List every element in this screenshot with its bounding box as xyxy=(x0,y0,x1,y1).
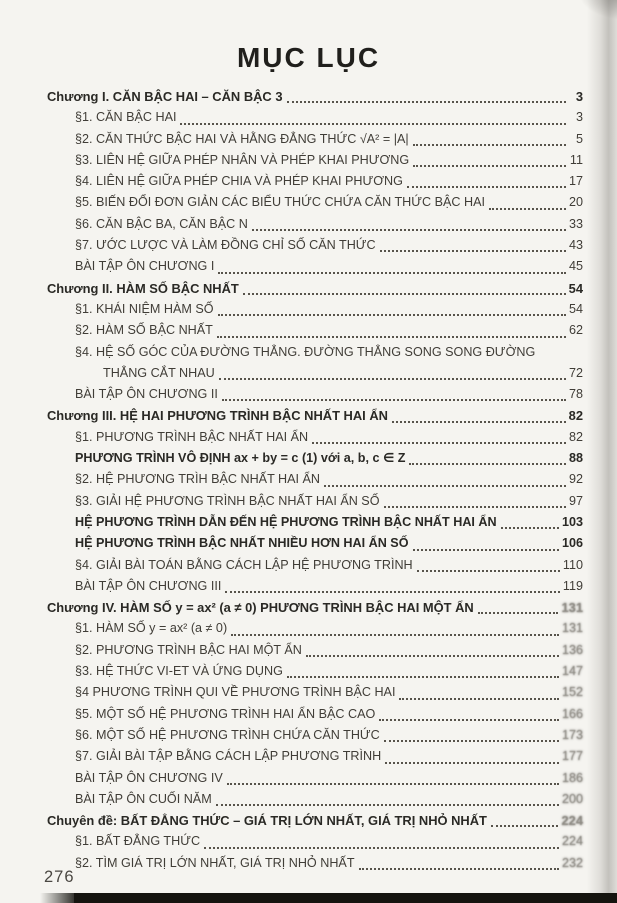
dotted-leader xyxy=(413,549,559,551)
entry-page-number: 88 xyxy=(568,451,583,466)
toc-entry xyxy=(47,150,583,171)
toc-entry xyxy=(47,661,583,682)
dotted-leader xyxy=(413,165,566,167)
entry-page-number: 20 xyxy=(568,195,583,210)
toc-entry xyxy=(47,704,583,725)
dotted-leader xyxy=(385,762,559,764)
dotted-leader xyxy=(380,250,566,252)
entry-label: §2. TÌM GIÁ TRỊ LỚN NHẤT, GIÁ TRỊ NHỎ NHẤT xyxy=(75,855,355,870)
dotted-leader xyxy=(225,591,560,593)
dotted-leader xyxy=(216,804,559,806)
toc-entry xyxy=(47,533,583,554)
entry-label: §1. PHƯƠNG TRÌNH BẬC NHẤT HAI ẨN xyxy=(75,429,309,444)
entry-label: §4. HỆ SỐ GÓC CỦA ĐƯỜNG THẲNG. ĐƯỜNG THẲNG SONG SONG ĐƯỜNG xyxy=(75,344,536,359)
entry-label: §6. MỘT SỐ HỆ PHƯƠNG TRÌNH CHỨA CĂN THỨC xyxy=(75,727,380,742)
dotted-leader xyxy=(379,719,559,721)
dotted-leader xyxy=(491,825,559,827)
entry-label: §5. BIẾN ĐỔI ĐƠN GIẢN CÁC BIỂU THỨC CHỨA CĂN THỨC BẬC HAI xyxy=(75,195,485,210)
entry-page-number: 78 xyxy=(568,387,583,402)
toc-entry xyxy=(47,768,583,789)
entry-page-number: 119 xyxy=(562,578,583,593)
toc-entry xyxy=(47,384,583,405)
entry-page-number: 3 xyxy=(575,89,583,104)
entry-page-number: 62 xyxy=(568,323,583,338)
scan-corner-smudge xyxy=(579,0,617,20)
entry-label: §3. HỆ THỨC VI-ET VÀ ỨNG DỤNG xyxy=(75,664,283,679)
toc-entry xyxy=(47,555,583,576)
entry-label: §2. CĂN THỨC BẬC HAI VÀ HẰNG ĐẲNG THỨC √A² = |A| xyxy=(75,131,409,146)
toc-chapter-entry xyxy=(47,278,583,299)
entry-page-number: 131 xyxy=(561,600,583,616)
dotted-leader xyxy=(392,421,566,423)
dotted-leader xyxy=(243,293,566,295)
entry-page-number: 106 xyxy=(561,536,583,551)
dotted-leader xyxy=(324,485,566,487)
dotted-leader xyxy=(218,272,566,274)
entry-page-number: 82 xyxy=(568,408,583,424)
entry-page-number: 43 xyxy=(568,238,583,253)
toc-entry xyxy=(47,618,583,639)
toc-entry xyxy=(47,107,583,128)
entry-label: §6. CĂN BẬC BA, CĂN BẬC N xyxy=(75,216,248,231)
dotted-leader xyxy=(501,527,559,529)
entry-label: §2. HỆ PHƯƠNG TRÌH BẬC NHẤT HAI ẨN xyxy=(75,472,321,487)
toc-chapter-entry xyxy=(47,597,583,618)
toc-entry xyxy=(47,853,583,874)
toc-entry xyxy=(47,512,583,533)
footer-page-number: 276 xyxy=(44,868,75,886)
dotted-leader xyxy=(478,612,559,614)
dotted-leader xyxy=(180,123,566,125)
dotted-leader xyxy=(218,314,566,316)
toc-entry xyxy=(47,448,583,469)
toc-entry xyxy=(47,214,583,235)
toc-entry xyxy=(47,256,583,277)
entry-page-number: 177 xyxy=(561,749,583,764)
entry-page-number: 54 xyxy=(568,301,583,316)
entry-label: PHƯƠNG TRÌNH VÔ ĐỊNH ax + by = c (1) với a, b, c ∈ Z xyxy=(75,451,406,466)
toc-entry xyxy=(47,576,583,597)
toc-entry xyxy=(47,725,583,746)
page-title: MỤC LỤC xyxy=(236,42,381,73)
entry-label: Chương II. HÀM SỐ BẬC NHẤT xyxy=(47,280,239,296)
dotted-leader xyxy=(306,655,559,657)
entry-line xyxy=(75,342,583,363)
entry-page-number: 232 xyxy=(561,855,583,870)
toc-entry xyxy=(47,682,583,703)
dotted-leader xyxy=(287,676,559,678)
entry-label: HỆ PHƯƠNG TRÌNH DẪN ĐẾN HỆ PHƯƠNG TRÌNH BẬC NHẤT HAI ẨN xyxy=(75,514,497,529)
dotted-leader xyxy=(252,229,566,231)
scan-bottom-bar xyxy=(74,893,617,903)
entry-label: HỆ PHƯƠNG TRÌNH BẬC NHẤT NHIỀU HƠN HAI ẨN SỐ xyxy=(75,536,409,551)
toc-entry xyxy=(47,831,583,852)
dotted-leader xyxy=(219,378,566,380)
dotted-leader xyxy=(384,740,559,742)
dotted-leader xyxy=(489,208,566,210)
entry-label: BÀI TẬP ÔN CHƯƠNG I xyxy=(75,259,215,274)
dotted-leader xyxy=(217,336,566,338)
entry-label: §2. PHƯƠNG TRÌNH BẬC HAI MỘT ẨN xyxy=(75,642,302,657)
dotted-leader xyxy=(231,634,559,636)
entry-page-number: 224 xyxy=(561,834,583,849)
entry-label: Chương III. HỆ HAI PHƯƠNG TRÌNH BẬC NHẤT HAI ẨN xyxy=(47,408,388,424)
dotted-leader xyxy=(359,868,559,870)
dotted-leader xyxy=(222,399,566,401)
entry-page-number: 45 xyxy=(568,259,583,274)
entry-label: §2. HÀM SỐ BẬC NHẤT xyxy=(75,323,213,338)
dotted-leader xyxy=(407,186,566,188)
entry-label: §4. GIẢI BÀI TOÁN BẰNG CÁCH LẬP HỆ PHƯƠNG TRÌNH xyxy=(75,557,413,572)
dotted-leader xyxy=(384,506,566,508)
toc-entry xyxy=(47,299,583,320)
toc-entry xyxy=(47,491,583,512)
entry-label: §3. LIÊN HỆ GIỮA PHÉP NHÂN VÀ PHÉP KHAI PHƯƠNG xyxy=(75,152,410,167)
entry-page-number: 97 xyxy=(568,493,583,508)
entry-page-number: 152 xyxy=(561,685,583,700)
entry-page-number: 5 xyxy=(575,131,583,146)
entry-page-number: 224 xyxy=(561,813,583,829)
page-edge-shadow xyxy=(587,0,617,903)
entry-label: §4 PHƯƠNG TRÌNH QUI VỀ PHƯƠNG TRÌNH BẬC HAI xyxy=(75,685,396,700)
toc-entry xyxy=(47,129,583,150)
entry-label: BÀI TẬP ÔN CHƯƠNG II xyxy=(75,387,218,402)
dotted-leader xyxy=(227,783,559,785)
toc-entry xyxy=(47,427,583,448)
entry-label: Chương IV. HÀM SỐ y = ax² (a ≠ 0) PHƯƠNG TRÌNH BẬC HAI MỘT ẨN xyxy=(47,600,474,616)
entry-page-number: 103 xyxy=(561,514,583,529)
dotted-leader xyxy=(204,847,559,849)
toc-entry xyxy=(47,342,583,385)
toc-list xyxy=(47,86,583,874)
entry-label: THẲNG CẮT NHAU xyxy=(103,365,215,380)
entry-page-number: 33 xyxy=(568,216,583,231)
toc-chapter-entry xyxy=(47,86,583,107)
entry-page-number: 173 xyxy=(561,727,583,742)
entry-label: §7. ƯỚC LƯỢC VÀ LÀM ĐỒNG CHỈ SỐ CĂN THỨC xyxy=(75,238,376,253)
toc-entry xyxy=(47,469,583,490)
entry-page-number: 186 xyxy=(561,770,583,785)
entry-label: Chuyên đề: BẤT ĐẲNG THỨC – GIÁ TRỊ LỚN NHẤT, GIÁ TRỊ NHỎ NHẤT xyxy=(47,813,487,829)
toc-entry xyxy=(47,746,583,767)
dotted-leader xyxy=(413,144,566,146)
toc-entry xyxy=(47,235,583,256)
entry-label: BÀI TẬP ÔN CHƯƠNG IV xyxy=(75,770,223,785)
entry-page-number: 136 xyxy=(561,642,583,657)
entry-page-number: 54 xyxy=(568,280,583,296)
toc-entry xyxy=(47,192,583,213)
entry-label: §1. CĂN BẬC HAI xyxy=(75,110,177,125)
entry-label: §7. GIẢI BÀI TẬP BẰNG CÁCH LẬP PHƯƠNG TRÌNH xyxy=(75,749,382,764)
entry-label: §4. LIÊN HỆ GIỮA PHÉP CHIA VÀ PHÉP KHAI PHƯƠNG xyxy=(75,174,403,189)
toc-chapter-entry xyxy=(47,405,583,426)
dotted-leader xyxy=(409,463,566,465)
entry-label: §5. MỘT SỐ HỆ PHƯƠNG TRÌNH HAI ẨN BẬC CAO xyxy=(75,706,376,721)
entry-page-number: 82 xyxy=(568,429,583,444)
entry-label: §1. BẤT ĐẲNG THỨC xyxy=(75,834,201,849)
entry-page-number: 17 xyxy=(568,174,583,189)
entry-label: BÀI TẬP ÔN CHƯƠNG III xyxy=(75,578,222,593)
entry-label: §3. GIẢI HỆ PHƯƠNG TRÌNH BẬC NHẤT HAI ẨN SỐ xyxy=(75,493,380,508)
entry-line xyxy=(75,363,583,384)
entry-page-number: 92 xyxy=(568,472,583,487)
entry-page-number: 11 xyxy=(569,152,583,167)
entry-label: §1. HÀM SỐ y = ax² (a ≠ 0) xyxy=(75,621,228,636)
entry-page-number: 147 xyxy=(561,664,583,679)
entry-page-number: 72 xyxy=(568,365,583,380)
entry-page-number: 166 xyxy=(561,706,583,721)
dotted-leader xyxy=(312,442,566,444)
entry-label: Chương I. CĂN BẬC HAI – CĂN BẬC 3 xyxy=(47,89,283,104)
toc-entry xyxy=(47,171,583,192)
dotted-leader xyxy=(417,570,560,572)
entry-page-number: 110 xyxy=(562,557,583,572)
entry-label: BÀI TẬP ÔN CUỐI NĂM xyxy=(75,791,212,806)
toc-entry xyxy=(47,789,583,810)
entry-page-number: 3 xyxy=(575,110,583,125)
toc-entry xyxy=(47,640,583,661)
toc-chapter-entry xyxy=(47,810,583,831)
dotted-leader xyxy=(399,698,559,700)
entry-label: §1. KHÁI NIỆM HÀM SỐ xyxy=(75,301,214,316)
dotted-leader xyxy=(287,101,567,103)
toc-entry xyxy=(47,320,583,341)
entry-page-number: 200 xyxy=(561,791,583,806)
entry-page-number: 131 xyxy=(561,621,583,636)
